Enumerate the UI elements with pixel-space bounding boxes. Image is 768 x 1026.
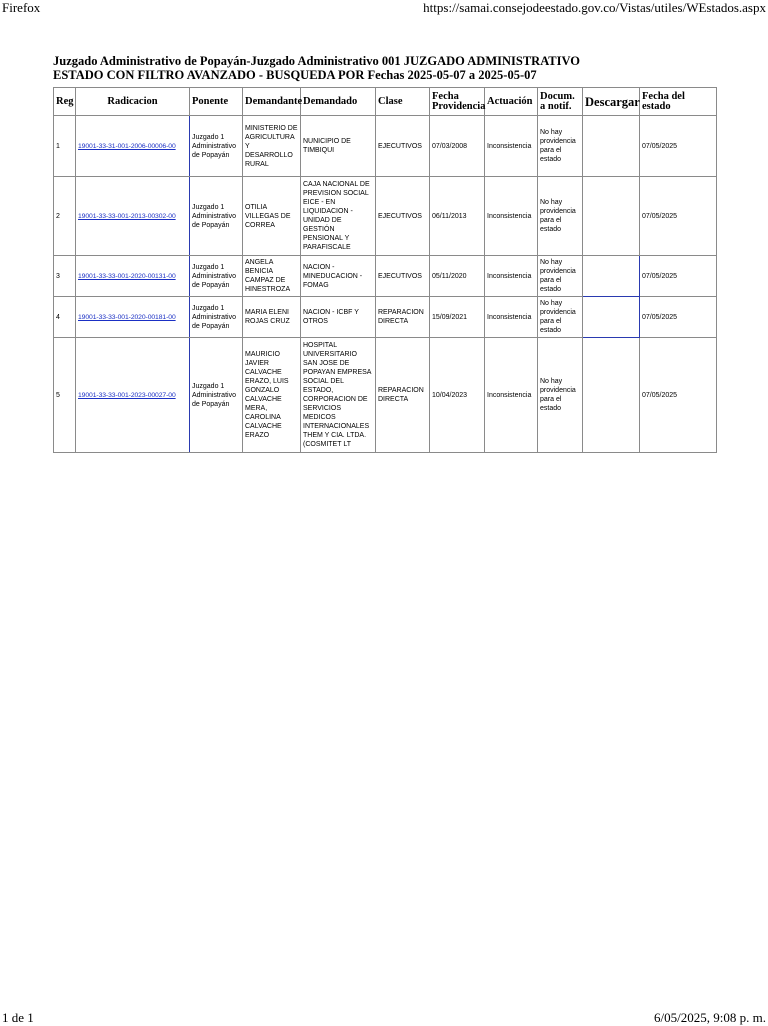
cell-radicacion — [76, 338, 190, 453]
radicacion-link[interactable]: 19001-33-31-001-2006-00006-00 — [78, 142, 176, 150]
cell-documento: No hay providencia para el estado — [538, 177, 583, 256]
cell-ponente: Juzgado 1 Administrativo de Popayán — [190, 177, 243, 256]
header-ponente: Ponente — [190, 88, 243, 116]
table-row — [54, 116, 717, 177]
cell-radicacion — [76, 297, 190, 338]
cell-demandante: MINISTERIO DE AGRICULTURA Y DESARROLLO RURAL — [243, 116, 301, 177]
cell-actuacion: Inconsistencia — [485, 177, 538, 256]
header-reg: Reg — [54, 88, 76, 116]
cell-fecha-estado: 07/05/2025 — [640, 297, 717, 338]
title-line-2: ESTADO CON FILTRO AVANZADO - BUSQUEDA POR Fechas 2025-05-07 a 2025-05-07 — [53, 68, 537, 82]
page-url: https://samai.consejodeestado.gov.co/Vistas/utiles/WEstados.aspx — [423, 0, 766, 15]
cell-fecha-estado: 07/05/2025 — [640, 256, 717, 297]
table-row — [54, 297, 717, 338]
cell-reg: 5 — [54, 338, 76, 453]
cell-radicacion — [76, 116, 190, 177]
cell-ponente: Juzgado 1 Administrativo de Popayán — [190, 116, 243, 177]
header-fecha-providencia: Fecha Providencia — [430, 88, 485, 116]
radicacion-link[interactable]: 19001-33-33-001-2013-00302-00 — [78, 212, 176, 220]
cell-clase: EJECUTIVOS — [376, 116, 430, 177]
cell-fecha-estado: 07/05/2025 — [640, 177, 717, 256]
cell-descargar[interactable] — [583, 256, 640, 297]
cell-documento: No hay providencia para el estado — [538, 338, 583, 453]
cell-clase: EJECUTIVOS — [376, 177, 430, 256]
cell-ponente: Juzgado 1 Administrativo de Popayán — [190, 338, 243, 453]
radicacion-link[interactable]: 19001-33-33-001-2020-00131-00 — [78, 272, 176, 280]
header-documento: Docum. a notif. — [538, 88, 583, 116]
cell-descargar[interactable] — [583, 116, 640, 177]
cell-demandado: NACION - ICBF Y OTROS — [301, 297, 376, 338]
cell-demandado: CAJA NACIONAL DE PREVISION SOCIAL EICE - EN LIQUIDACION - UNIDAD DE GESTIÓN PENSIONAL Y PARAFISCALE — [301, 177, 376, 256]
cell-demandante: MARIA ELENI ROJAS CRUZ — [243, 297, 301, 338]
cell-fecha-providencia: 07/03/2008 — [430, 116, 485, 177]
header-fecha-estado: Fecha del estado — [640, 88, 717, 116]
cell-demandado: HOSPITAL UNIVERSITARIO SAN JOSE DE POPAYAN EMPRESA SOCIAL DEL ESTADO, CORPORACION DE SERVICIOS MEDICOS INTERNACIONALES THEM Y CIA. LTDA. (COSMITET LT — [301, 338, 376, 453]
cell-reg: 4 — [54, 297, 76, 338]
cell-ponente: Juzgado 1 Administrativo de Popayán — [190, 256, 243, 297]
table-row — [54, 338, 717, 453]
cell-ponente: Juzgado 1 Administrativo de Popayán — [190, 297, 243, 338]
cell-demandado: NUNICIPIO DE TIMBIQUI — [301, 116, 376, 177]
cell-actuacion: Inconsistencia — [485, 256, 538, 297]
header-demandante: Demandante — [243, 88, 301, 116]
cell-actuacion: Inconsistencia — [485, 297, 538, 338]
cell-documento: No hay providencia para el estado — [538, 256, 583, 297]
table-header-row — [54, 88, 717, 116]
cell-clase: REPARACION DIRECTA — [376, 338, 430, 453]
header-clase: Clase — [376, 88, 430, 116]
cell-fecha-estado: 07/05/2025 — [640, 116, 717, 177]
table-row — [54, 256, 717, 297]
cell-documento: No hay providencia para el estado — [538, 297, 583, 338]
cell-descargar[interactable] — [583, 297, 640, 338]
cell-radicacion — [76, 256, 190, 297]
cell-demandante: MAURICIO JAVIER CALVACHE ERAZO, LUIS GONZALO CALVACHE MERA, CAROLINA CALVACHE ERAZO — [243, 338, 301, 453]
header-descargar: Descargar — [583, 88, 640, 116]
cell-documento: No hay providencia para el estado — [538, 116, 583, 177]
cell-descargar[interactable] — [583, 338, 640, 453]
cell-reg: 1 — [54, 116, 76, 177]
cell-reg: 3 — [54, 256, 76, 297]
header-actuacion: Actuación — [485, 88, 538, 116]
cell-demandado: NACION - MINEDUCACION - FOMAG — [301, 256, 376, 297]
header-demandado: Demandado — [301, 88, 376, 116]
cell-fecha-providencia: 06/11/2013 — [430, 177, 485, 256]
cell-fecha-providencia: 15/09/2021 — [430, 297, 485, 338]
estados-table — [53, 87, 717, 453]
cell-actuacion: Inconsistencia — [485, 116, 538, 177]
table-row — [54, 177, 717, 256]
cell-fecha-providencia: 05/11/2020 — [430, 256, 485, 297]
cell-actuacion: Inconsistencia — [485, 338, 538, 453]
print-datetime: 6/05/2025, 9:08 p. m. — [654, 1010, 766, 1025]
cell-fecha-providencia: 10/04/2023 — [430, 338, 485, 453]
radicacion-link[interactable]: 19001-33-33-001-2023-00027-00 — [78, 391, 176, 399]
header-radicacion: Radicacion — [76, 88, 190, 116]
radicacion-link[interactable]: 19001-33-33-001-2020-00181-00 — [78, 313, 176, 321]
cell-clase: EJECUTIVOS — [376, 256, 430, 297]
cell-clase: REPARACION DIRECTA — [376, 297, 430, 338]
cell-reg: 2 — [54, 177, 76, 256]
page-title — [53, 54, 580, 82]
cell-demandante: ANGELA BENICIA CAMPAZ DE HINESTROZA — [243, 256, 301, 297]
page-count: 1 de 1 — [2, 1010, 34, 1025]
cell-radicacion — [76, 177, 190, 256]
title-line-1: Juzgado Administrativo de Popayán-Juzgado Administrativo 001 JUZGADO ADMINISTRATIVO — [53, 54, 581, 68]
cell-demandante: OTILIA VILLEGAS DE CORREA — [243, 177, 301, 256]
cell-fecha-estado: 07/05/2025 — [640, 338, 717, 453]
cell-descargar[interactable] — [583, 177, 640, 256]
browser-name: Firefox — [2, 0, 41, 15]
